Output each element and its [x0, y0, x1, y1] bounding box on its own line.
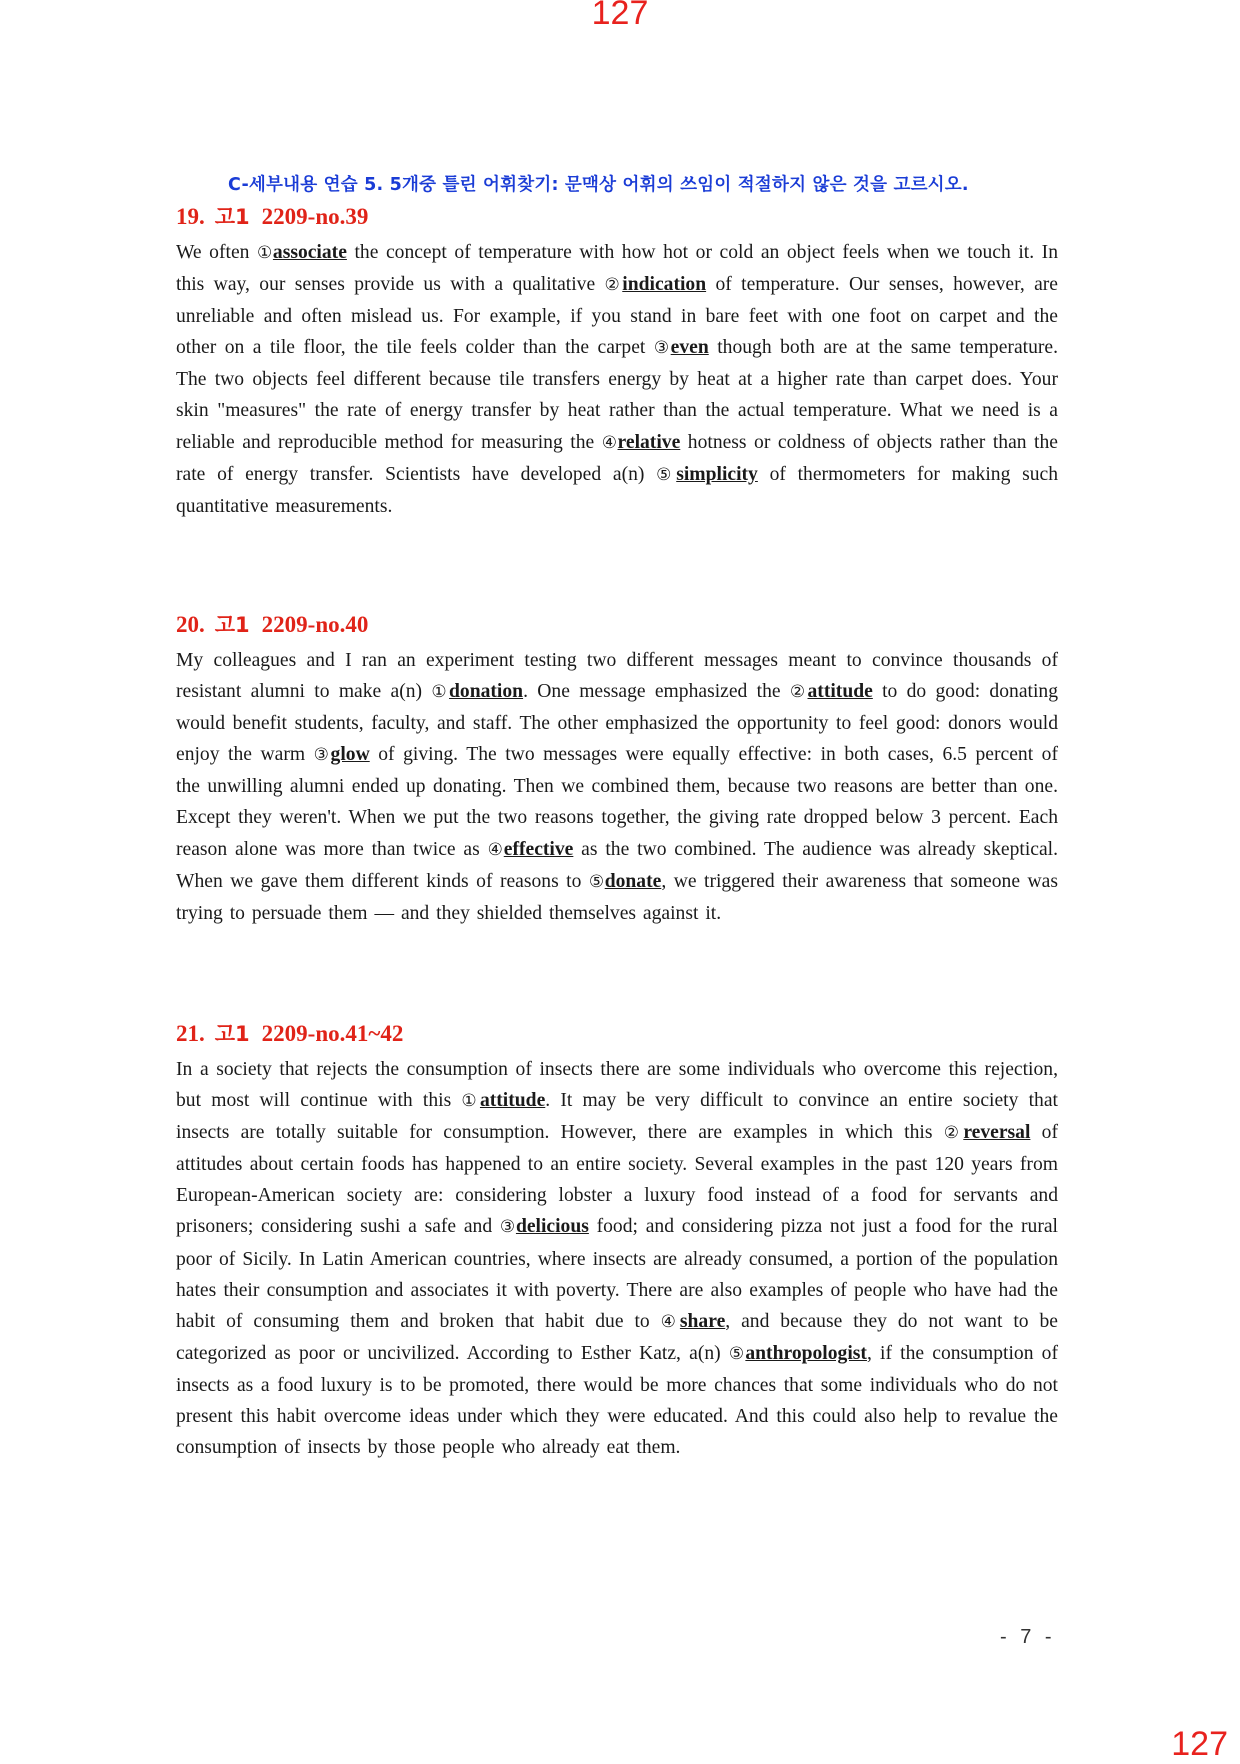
passage-text: . One message emphasized the [523, 681, 790, 703]
choice-number: ③ [653, 338, 671, 359]
choice-word: donation [449, 681, 524, 703]
choice-word: even [670, 337, 709, 359]
choice-word: attitude [807, 681, 873, 703]
passage-text: of giving. The two messages were equally effective: in both cases, 6.5 percent of the unwilling alumni ended up donating. Then we combined them, because two reasons are better than one. Except they weren't. When we put the two reasons together, the giving rate dropped below 3 percent. Each reason alone was more than twice as [176, 744, 1058, 860]
choice-number: ② [604, 275, 623, 296]
choice-number: ④ [601, 432, 618, 453]
choice-number: ① [461, 1091, 480, 1112]
passage-text: , we triggered their awareness that someone was trying to persuade them — and they shielded themselves against it. [176, 870, 1058, 924]
passage-text: the concept of temperature with how hot or cold an object feels when we touch it. In this way, our senses provide us with a qualitative [176, 242, 1058, 296]
page-number-top: 127 [591, 0, 649, 32]
question-title [176, 201, 1058, 231]
answer-choice [257, 242, 347, 263]
answer-choice [488, 839, 574, 860]
passage-text: of thermometers for making such quantitative measurements. [176, 463, 1059, 517]
answer-choice [461, 1090, 545, 1111]
choice-number: ③ [313, 745, 331, 766]
question-grade: 고1 [214, 205, 250, 229]
passage-text: In a society that rejects the consumption of insects there are some individuals who overcome this rejection, but most will continue with this [176, 1059, 1058, 1112]
choice-word: indication [622, 274, 707, 296]
footer-page-number: - 7 - [1000, 1626, 1056, 1648]
passage-text: of temperature. Our senses, however, are unreliable and often mislead us. For example, if you stand in bare feet with one foot on carpet and the other on a tile floor, the tile feels colder than the carpet [176, 274, 1058, 359]
choice-number: ③ [499, 1217, 516, 1238]
answer-choice [654, 337, 709, 358]
choice-word: anthropologist [745, 1342, 867, 1364]
question-code: 2209-no.39 [261, 204, 369, 229]
choice-word: share [679, 1310, 726, 1332]
choice-word: donate [604, 870, 662, 892]
passage-text: food; and considering pizza not just a food for the rural poor of Sicily. In Latin American countries, where insects are already consumed, a portion of the population hates their consumption and associates it with poverty. There are also examples of people who have had the habit of consuming them and broken that habit due to [176, 1216, 1058, 1332]
question-title [176, 609, 1058, 639]
choice-number: ⑤ [588, 871, 605, 892]
question-number: 19. [176, 204, 205, 229]
question-number: 20. [176, 612, 205, 637]
answer-choice [944, 1122, 1031, 1143]
choice-number: ⑤ [656, 464, 677, 485]
choice-word: associate [272, 242, 347, 263]
answer-choice [661, 1311, 726, 1332]
passage-text: hotness or coldness of objects rather than the rate of energy transfer. Scientists have developed a(n) [176, 431, 1058, 485]
question-title [176, 1018, 1058, 1048]
choice-number: ① [431, 682, 450, 703]
instruction-heading: C-세부내용 연습 5. 5개중 틀린 어휘찾기: 문맥상 어휘의 쓰임이 적절하지 않은 것을 고르시오. [228, 175, 969, 195]
question-passage [176, 1054, 1058, 1463]
choice-number: ② [789, 682, 808, 703]
passage-text: We often [176, 242, 257, 263]
passage-text: as the two combined. The audience was already skeptical. When we gave them different kinds of reasons to [176, 838, 1058, 892]
answer-choice [602, 432, 681, 453]
passage-text: , and because they do not want to be categorized as poor or uncivilized. According to Esther Katz, a(n) [176, 1310, 1058, 1364]
page-number-bottom: 127 [1171, 1725, 1228, 1763]
choice-number: ② [943, 1123, 964, 1144]
choice-word: relative [617, 431, 681, 453]
choice-number: ④ [660, 1311, 680, 1332]
choice-word: attitude [479, 1090, 546, 1112]
question-grade: 고1 [214, 613, 250, 637]
question-grade: 고1 [214, 1022, 250, 1046]
answer-choice [729, 1343, 867, 1364]
question-20 [176, 609, 1058, 929]
answer-choice [790, 681, 873, 702]
passage-text: to do good: donating would benefit students, faculty, and staff. The other emphasized the opportunity to feel good: donors would enjoy the warm [176, 681, 1058, 766]
question-21 [176, 1018, 1058, 1463]
question-passage [176, 645, 1058, 929]
answer-choice [605, 274, 707, 295]
choice-word: effective [503, 838, 574, 860]
passage-text: of attitudes about certain foods has happened to an entire society. Several examples in the past 120 years from European-American society are: considering lobster a luxury food instead of a food for servants and prisoners; considering sushi a safe and [176, 1122, 1058, 1238]
question-code: 2209-no.40 [261, 612, 369, 637]
passage-text: , if the consumption of insects as a food luxury is to be promoted, there would be more chances that some individuals who do not present this habit overcome ideas under which they were educated. And this could also help to revalue the consumption of insects by those people who already eat them. [176, 1342, 1058, 1459]
question-passage [176, 237, 1058, 522]
choice-word: delicious [515, 1216, 589, 1238]
choice-word: simplicity [676, 463, 758, 485]
question-code: 2209-no.41~42 [261, 1021, 404, 1046]
answer-choice [431, 681, 523, 702]
question-number: 21. [176, 1021, 205, 1046]
choice-word: glow [330, 744, 370, 766]
passage-text: though both are at the same temperature. The two objects feel different because tile transfers energy by heat at a higher rate than carpet does. Your skin "measures" the rate of energy transfer by heat rather than the actual temperature. What we need is a reliable and reproducible method for measuring the [176, 337, 1059, 453]
choice-number: ⑤ [728, 1343, 746, 1364]
passage-text: My colleagues and I ran an experiment testing two different messages meant to convince thousands of resistant alumni to make a(n) [176, 650, 1058, 703]
answer-choice [656, 464, 758, 485]
choice-number: ① [256, 243, 273, 263]
answer-choice [500, 1216, 589, 1237]
choice-number: ④ [487, 839, 504, 860]
question-19 [176, 201, 1058, 522]
answer-choice [589, 871, 661, 892]
choice-word: reversal [963, 1122, 1031, 1144]
passage-text: . It may be very difficult to convince an entire society that insects are totally suitable for consumption. However, there are examples in which this [176, 1090, 1058, 1144]
answer-choice [314, 744, 370, 765]
